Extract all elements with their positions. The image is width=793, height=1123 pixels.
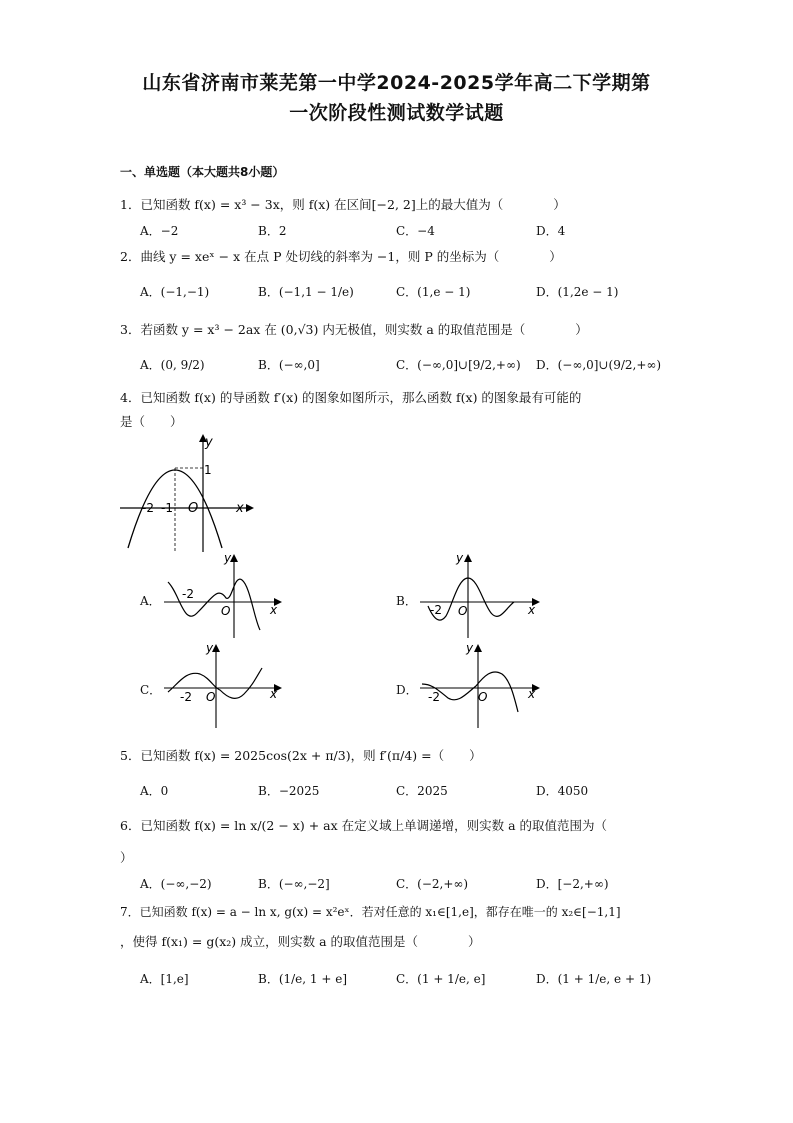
x-label: x <box>528 603 536 617</box>
arrow-icon <box>212 644 220 652</box>
q4-option-c: C． <box>140 683 162 697</box>
q5-option-d: D．4050 <box>536 784 589 798</box>
question-2-stem: 2．曲线 y = xeˣ − x 在点 P 处切线的斜率为 −1，则 P 的坐标为（ ） <box>120 249 562 264</box>
q2-option-c: C．(1,e − 1) <box>396 285 471 299</box>
doc-title-line2: 一次阶段性测试数学试题 <box>289 102 504 124</box>
q5-option-c: C．2025 <box>396 784 448 798</box>
tick-1-label: 1 <box>204 463 212 477</box>
q4-option-a: A． <box>140 594 161 608</box>
y-label: y <box>206 641 214 655</box>
q4-option-b: B． <box>396 594 417 608</box>
tick-neg1-label: -1 <box>161 501 173 515</box>
question-4-stem-cont: 是（ ） <box>120 414 183 429</box>
o-label: O <box>206 690 216 704</box>
q7-option-d: D．(1 + 1/e, e + 1) <box>536 972 652 986</box>
q5-option-b: B．−2025 <box>258 784 320 798</box>
question-1-stem: 1．已知函数 f(x) = x³ − 3x，则 f(x) 在区间[−2, 2]上的最大值为（ ） <box>120 197 566 212</box>
q3-option-d: D．(−∞,0]∪(9/2,+∞) <box>536 358 662 372</box>
tick-neg2-label: -2 <box>142 501 154 515</box>
q4-option-d: D． <box>396 683 418 697</box>
neg2-label: -2 <box>182 587 194 601</box>
neg2-label: -2 <box>428 690 440 704</box>
q6-option-c: C．(−2,+∞) <box>396 877 469 891</box>
y-label: y <box>456 551 464 565</box>
x-label: x <box>270 687 278 701</box>
question-7-stem: 7．已知函数 f(x) = a − ln x, g(x) = x²eˣ．若对任意的 x₁∈[1,e]，都存在唯一的 x₂∈[−1,1] <box>120 905 621 919</box>
q4-graph-a <box>162 550 284 642</box>
o-label: O <box>221 604 231 618</box>
question-5-stem: 5．已知函数 f(x) = 2025cos(2x + π/3)，则 f′(π/4) =（ ） <box>120 748 482 763</box>
derivative-graph <box>118 430 258 554</box>
o-label: O <box>458 604 468 618</box>
q1-option-d: D．4 <box>536 224 566 238</box>
arrow-icon <box>464 554 472 562</box>
question-4-stem: 4．已知函数 f(x) 的导函数 f′(x) 的图象如图所示，那么函数 f(x) 的图象最有可能的 <box>120 390 582 405</box>
x-label: x <box>270 603 278 617</box>
section-heading: 一、单选题（本大题共8小题） <box>120 165 285 179</box>
question-6-stem-cont: ） <box>120 850 133 865</box>
q4-graph-b <box>418 550 542 642</box>
x-axis-arrow-icon <box>246 504 254 512</box>
q2-option-a: A．(−1,−1) <box>140 285 210 299</box>
neg2-label: -2 <box>180 690 192 704</box>
q3-option-b: B．(−∞,0] <box>258 358 320 372</box>
q3-option-c: C．(−∞,0]∪[9/2,+∞) <box>396 358 521 372</box>
arrow-icon <box>474 644 482 652</box>
question-7-stem-cont: ，使得 f(x₁) = g(x₂) 成立，则实数 a 的取值范围是（ ） <box>120 934 481 949</box>
arrow-icon <box>230 554 238 562</box>
x-label: x <box>528 687 536 701</box>
o-label: O <box>478 690 488 704</box>
q1-option-a: A．−2 <box>140 224 179 238</box>
y-axis-label: y <box>205 435 213 450</box>
doc-title-line1: 山东省济南市莱芜第一中学2024-2025学年高二下学期第 <box>142 72 651 94</box>
q7-option-c: C．(1 + 1/e, e] <box>396 972 486 986</box>
q3-option-a: A．(0, 9/2) <box>140 358 205 372</box>
q1-option-c: C．−4 <box>396 224 435 238</box>
q4-graph-c <box>162 640 284 732</box>
origin-label: O <box>188 501 199 516</box>
q5-option-a: A．0 <box>140 784 169 798</box>
q6-option-a: A．(−∞,−2) <box>140 877 212 891</box>
q6-option-d: D．[−2,+∞) <box>536 877 609 891</box>
y-label: y <box>224 551 232 565</box>
q6-option-b: B．(−∞,−2] <box>258 877 330 891</box>
question-6-stem: 6．已知函数 f(x) = ln x/(2 − x) + ax 在定义域上单调递增，则实数 a 的取值范围为（ <box>120 818 608 833</box>
y-label: y <box>466 641 474 655</box>
neg2-label: -2 <box>430 603 442 617</box>
q7-option-a: A．[1,e] <box>140 972 189 986</box>
q2-option-b: B．(−1,1 − 1/e) <box>258 285 354 299</box>
q1-option-b: B．2 <box>258 224 287 238</box>
q4-graph-d <box>418 640 542 732</box>
x-axis-label: x <box>236 501 244 516</box>
q7-option-b: B．(1/e, 1 + e] <box>258 972 348 986</box>
q2-option-d: D．(1,2e − 1) <box>536 285 619 299</box>
question-3-stem: 3．若函数 y = x³ − 2ax 在 (0,√3) 内无极值，则实数 a 的取值范围是（ ） <box>120 322 588 337</box>
